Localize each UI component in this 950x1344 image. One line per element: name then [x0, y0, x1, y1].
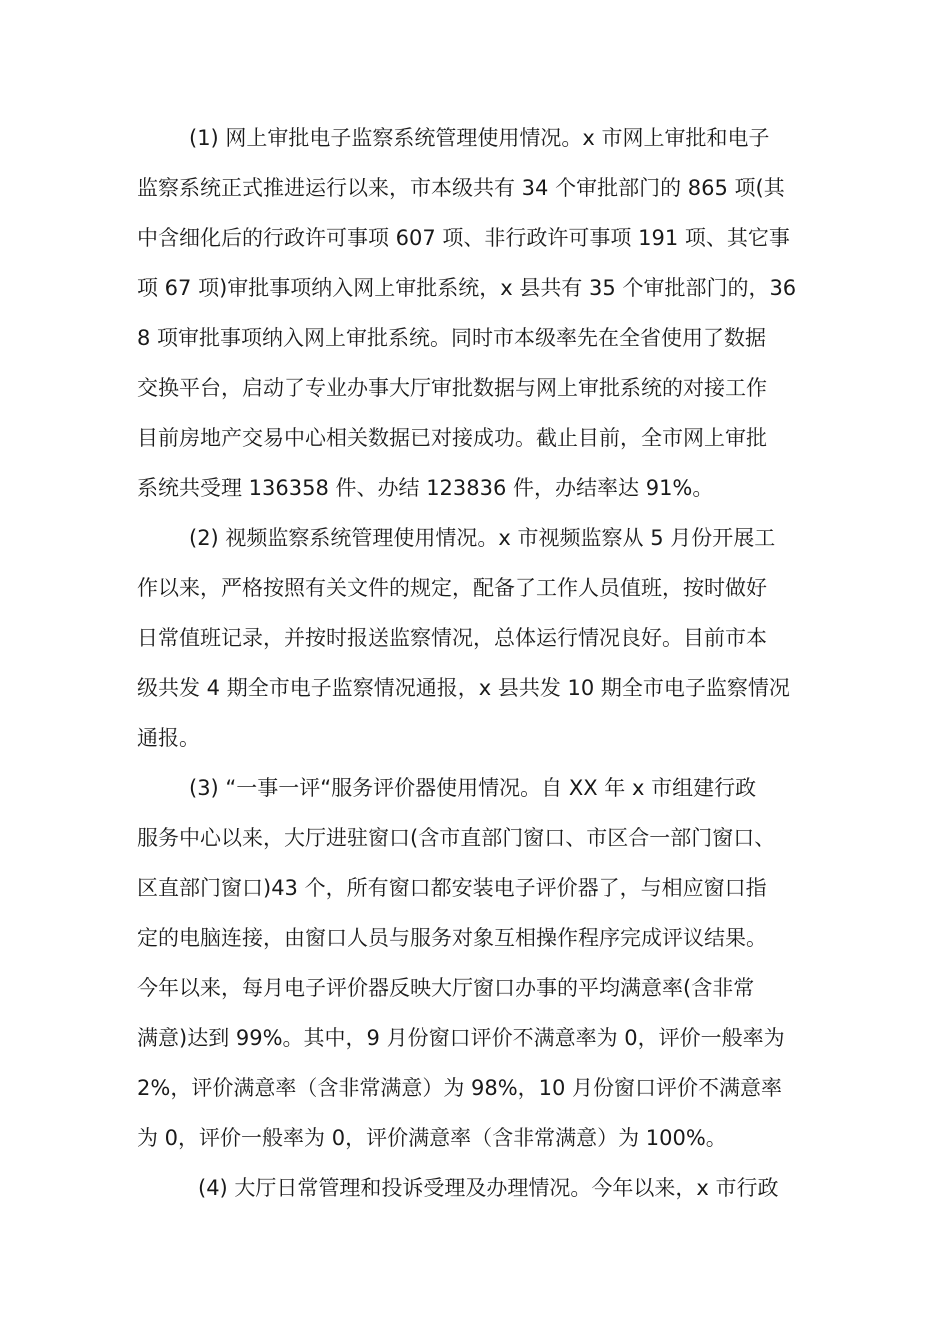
paragraph-3-line-6: 满意)达到 99%。其中，9 月份窗口评价不满意率为 0，评价一般率为 [137, 1026, 785, 1050]
paragraph-1-line-3: 中含细化后的行政许可事项 607 项、非行政许可事项 191 项、其它事 [137, 226, 790, 250]
paragraph-3-line-5: 今年以来，每月电子评价器反映大厅窗口办事的平均满意率(含非常 [137, 976, 755, 1000]
paragraph-1-line-8: 系统共受理 136358 件、办结 123836 件，办结率达 91%。 [137, 476, 714, 500]
paragraph-3-line-8: 为 0，评价一般率为 0，评价满意率（含非常满意）为 100%。 [137, 1126, 727, 1150]
paragraph-1-line-4: 项 67 项)审批事项纳入网上审批系统，x 县共有 35 个审批部门的，36 [137, 276, 797, 300]
paragraph-2-line-5: 通报。 [137, 726, 200, 750]
paragraph-2-line-4: 级共发 4 期全市电子监察情况通报，x 县共发 10 期全市电子监察情况 [137, 676, 790, 700]
paragraph-1-line-5: 8 项审批事项纳入网上审批系统。同时市本级率先在全省使用了数据 [137, 326, 767, 350]
paragraph-1-line-2: 监察系统正式推进运行以来，市本级共有 34 个审批部门的 865 项(其 [137, 176, 785, 200]
paragraph-3-line-7: 2%，评价满意率（含非常满意）为 98%，10 月份窗口评价不满意率 [137, 1076, 783, 1100]
paragraph-1-line-7: 目前房地产交易中心相关数据已对接成功。截止目前，全市网上审批 [137, 426, 767, 450]
paragraph-2-line-1: (2) 视频监察系统管理使用情况。x 市视频监察从 5 月份开展工 [189, 526, 776, 550]
paragraph-3-line-2: 服务中心以来，大厅进驻窗口(含市直部门窗口、市区合一部门窗口、 [137, 826, 776, 850]
paragraph-1-line-1: (1) 网上审批电子监察系统管理使用情况。x 市网上审批和电子 [189, 126, 770, 150]
paragraph-3-line-3: 区直部门窗口)43 个，所有窗口都安装电子评价器了，与相应窗口指 [137, 876, 767, 900]
paragraph-3-line-4: 定的电脑连接，由窗口人员与服务对象互相操作程序完成评议结果。 [137, 926, 767, 950]
paragraph-2-line-3: 日常值班记录，并按时报送监察情况，总体运行情况良好。目前市本 [137, 626, 767, 650]
paragraph-3-line-1: (3) “一事一评“服务评价器使用情况。自 XX 年 x 市组建行政 [189, 776, 757, 800]
paragraph-1-line-6: 交换平台，启动了专业办事大厅审批数据与网上审批系统的对接工作 [137, 376, 767, 400]
paragraph-4-line-1: (4) 大厅日常管理和投诉受理及办理情况。今年以来，x 市行政 [198, 1176, 779, 1200]
paragraph-2-line-2: 作以来，严格按照有关文件的规定，配备了工作人员值班，按时做好 [137, 576, 767, 600]
